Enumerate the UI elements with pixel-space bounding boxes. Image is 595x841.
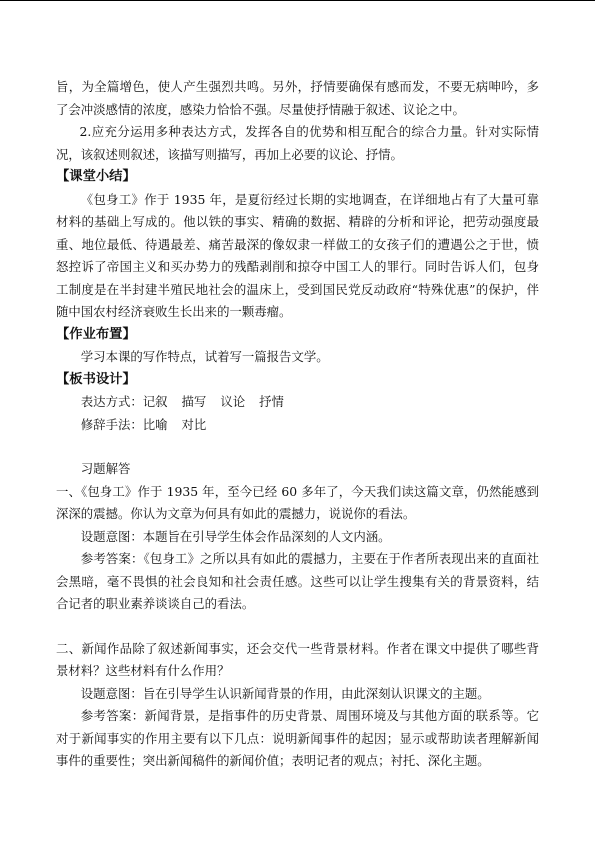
question-2: 二、新闻作品除了叙述新闻事实，还会交代一些背景材料。作者在课文中提供了哪些背景材料？这些材料有什么作用？: [56, 640, 539, 678]
expression-label: 表达方式：: [80, 394, 143, 409]
rhetoric-methods-line: [56, 414, 539, 437]
question-1-intent: 设题意图：本题旨在引导学生体会作品深刻的人文内涵。: [80, 528, 391, 544]
rhetoric-item: 比喻: [142, 416, 168, 432]
expression-item: 抒情: [259, 394, 284, 409]
summary-paragraph: 《包身工》作于 1935 年，是夏衍经过长期的实地调查，在详细地占有了大量可靠材料的基础上写成的。他以铁的事实、精确的数据、精辟的分析和评论，把劳动强度最重、地位最低、待遇最差、痛苦最深的像奴隶一样做工的女孩子们的遭遇公之于世，愤怒控诉了帝国主义和买办势力的残酷剥削和掠夺中国工人的罪行。同时告诉人们，包身工制度是在半封建半殖民地社会的温床上，受到国民党反动政府“特殊优惠”的保护，伴随中国农村经济衰败生长出来的一颗毒瘤。: [56, 191, 539, 319]
question-1: 一、《包身工》作于 1935 年，至今已经 60 多年了，今天我们读这篇文章，仍然能感到深深的震撼。你认为文章为何具有如此的震撼力，说说你的看法。: [56, 483, 539, 521]
board-design-heading: 【板书设计】: [56, 371, 136, 387]
rhetoric-item: 对比: [181, 416, 207, 432]
homework-paragraph: 学习本课的写作特点，试着写一篇报告文学。: [80, 349, 329, 364]
summary-heading: 【课堂小结】: [56, 169, 136, 184]
expression-item: 记叙: [142, 394, 168, 409]
question-2-answer: 参考答案：新闻背景，是指事件的历史背景、周围环境及与其他方面的联系等。它对于新闻事实的作用主要有以下几点：说明新闻事件的起因；显示或帮助读者理解新闻事件的重要性；突出新闻稿件的新闻价值；表明记者的观点；衬托、深化主题。: [56, 708, 539, 768]
question-1-answer: 参考答案：《包身工》之所以具有如此的震撼力，主要在于作者所表现出来的直面社会黑暗，毫不畏惧的社会良知和社会责任感。这些可以让学生搜集有关的背景资料，结合记者的职业素养谈谈自己的看法。: [56, 551, 539, 611]
expression-item: 议论: [220, 394, 246, 409]
document-body: [56, 76, 539, 773]
expression-methods-line: [56, 391, 539, 414]
homework-heading: 【作业布置】: [56, 326, 136, 342]
page-top-rule: [0, 0, 595, 1]
point-2-paragraph: 2.应充分运用多种表达方式，发挥各自的优势和相互配合的综合力量。针对实际情况，该叙述则叙述，该描写则描写，再加上必要的议论、抒情。: [56, 124, 539, 162]
rhetoric-label: 修辞手法：: [80, 416, 143, 432]
exercises-title: 习题解答: [80, 461, 131, 476]
expression-item: 描写: [181, 394, 207, 409]
continued-paragraph: 旨，为全篇增色，使人产生强烈共鸣。另外，抒情要确保有感而发，不要无病呻吟，多了会冲淡感情的浓度，感染力恰恰不强。尽量使抒情融于叙述、议论之中。: [56, 79, 539, 117]
question-2-intent: 设题意图：旨在引导学生认识新闻背景的作用，由此深刻认识课文的主题。: [80, 685, 490, 701]
